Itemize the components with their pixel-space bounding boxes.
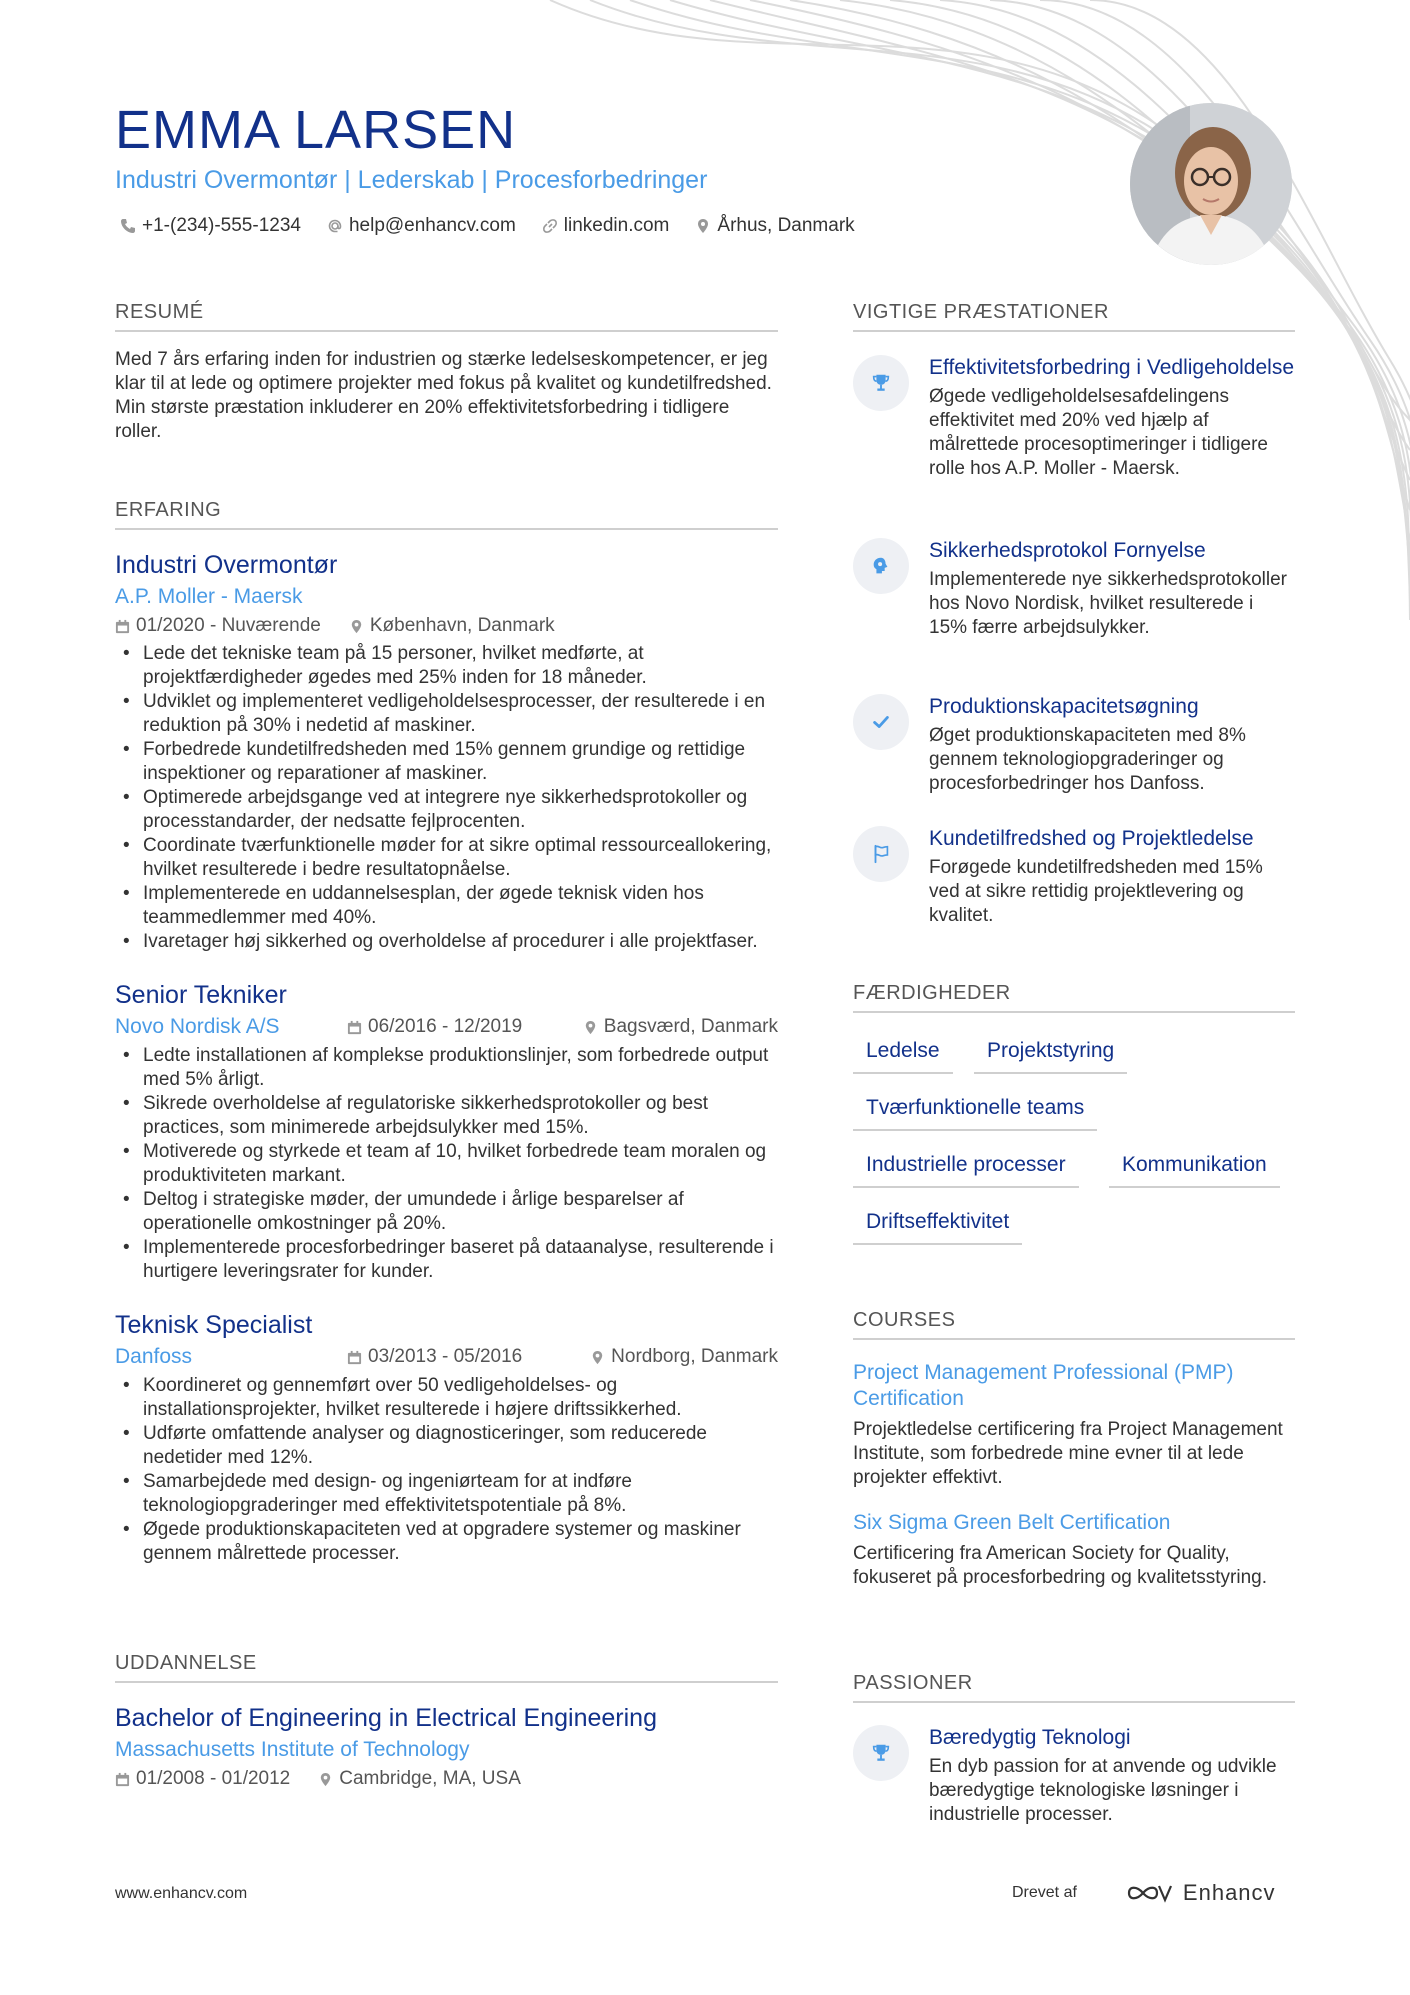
job-location: [583, 1015, 778, 1039]
list-item: • Samarbejdede med design- og ingeniørteam for at indføre teknologiopgraderinger med effektivitetspotentiale på 8%.: [115, 1470, 778, 1518]
skill-tag: Tværfunktionelle teams: [853, 1095, 1097, 1131]
achievement-desc: Forøgede kundetilfredsheden med 15% ved at sikre rettidig projektlevering og kvalitet.: [929, 857, 1263, 926]
job-location: [590, 1345, 778, 1369]
candidate-headline: Industri Overmontør | Lederskab | Procesforbedringer: [115, 166, 708, 194]
calendar-icon: [347, 1350, 362, 1365]
job-location-text: Bagsværd, Danmark: [603, 1016, 778, 1037]
phone-icon: [120, 218, 136, 234]
job-location-text: Nordborg, Danmark: [611, 1346, 778, 1367]
contact-email[interactable]: [327, 213, 516, 239]
achievements-section: [853, 300, 1295, 332]
achievement-item: [853, 826, 1295, 928]
experience-section: [115, 498, 778, 1566]
course-desc: Certificering fra American Society for Quality, fokuseret på procesforbedring og kvalitetsstyring.: [853, 1543, 1267, 1588]
job-entry: [115, 980, 778, 1284]
list-item: • Sikrede overholdelse af regulatoriske sikkerhedsprotokoller og best practices, som minimerede arbejdsulykker med 15%.: [115, 1092, 778, 1140]
list-item: • Ledte installationen af komplekse produktionslinjer, som forbedrede output med 5% årligt.: [115, 1044, 778, 1092]
achievement-title: Effektivitetsforbedring i Vedligeholdelse: [929, 356, 1295, 379]
contact-linkedin[interactable]: [542, 213, 670, 239]
list-item: • Udviklet og implementeret vedligeholdelsesprocesser, der resulterede i en reduktion på 30% i nedetid af maskiner.: [115, 690, 778, 738]
job-dates: [347, 1015, 567, 1039]
achievement-title: Sikkerhedsprotokol Fornyelse: [929, 539, 1206, 562]
list-item: • Motiverede og styrkede et team af 10, hvilket forbedrede team moralen og produktiviteten markant.: [115, 1140, 778, 1188]
job-company: A.P. Moller - Maersk: [115, 585, 303, 608]
job-bullets: [115, 1374, 778, 1566]
location-icon: [583, 1020, 598, 1035]
skill-tag: Driftseffektivitet: [853, 1209, 1022, 1245]
calendar-icon: [115, 619, 130, 634]
list-item: • Implementerede procesforbedringer baseret på dataanalyse, resulterende i hurtigere leveringsrater for kunder.: [115, 1236, 778, 1284]
passion-item: [853, 1725, 1295, 1827]
footer-branding: [1012, 1880, 1276, 1906]
education-section: [115, 1651, 778, 1791]
resume-section: [115, 300, 778, 444]
job-entry: [115, 1310, 778, 1566]
job-dates-text: 01/2020 - Nuværende: [136, 615, 321, 636]
education-dates-text: 01/2008 - 01/2012: [136, 1768, 291, 1789]
job-dates: [347, 1345, 567, 1369]
email-text: help@enhancv.com: [348, 215, 516, 236]
school-name: Massachusetts Institute of Technology: [115, 1738, 470, 1761]
achievement-title: Kundetilfredshed og Projektledelse: [929, 827, 1254, 850]
job-dates: [115, 614, 321, 638]
job-title: Teknisk Specialist: [115, 1311, 313, 1339]
check-icon: [870, 711, 892, 733]
contact-bar: [120, 213, 855, 239]
achievement-title: Produktionskapacitetsøgning: [929, 695, 1199, 718]
job-dates-text: 03/2013 - 05/2016: [368, 1346, 523, 1367]
portrait-image: [1130, 103, 1292, 265]
skills-section: [853, 981, 1295, 1013]
job-title: Senior Tekniker: [115, 981, 287, 1009]
location-icon: [695, 218, 711, 234]
job-company: Danfoss: [115, 1345, 193, 1368]
at-icon: [327, 218, 343, 234]
passion-desc: En dyb passion for at anvende og udvikle bæredygtige teknologiske løsninger i industrielle processer.: [929, 1756, 1277, 1825]
course-title: Six Sigma Green Belt Certification: [853, 1511, 1171, 1534]
list-item: • Lede det tekniske team på 15 personer, hvilket medførte, at projektfærdigheder øgedes med 25% inden for 18 måneder.: [115, 642, 778, 690]
enhancv-logo-icon: [1125, 1880, 1173, 1906]
education-location: [318, 1767, 521, 1791]
candidate-name: EMMA LARSEN: [115, 100, 517, 160]
section-title-courses: COURSES: [853, 1308, 1295, 1340]
degree-title: Bachelor of Engineering in Electrical Engineering: [115, 1704, 657, 1732]
calendar-icon: [115, 1772, 130, 1787]
job-title: Industri Overmontør: [115, 551, 338, 579]
location-text: Århus, Danmark: [717, 215, 855, 236]
trophy-icon: [870, 1742, 892, 1764]
location-icon: [318, 1772, 333, 1787]
job-company: Novo Nordisk A/S: [115, 1015, 280, 1038]
section-title-achievements: VIGTIGE PRÆSTATIONER: [853, 300, 1295, 332]
calendar-icon: [347, 1020, 362, 1035]
skill-tag: Kommunikation: [1109, 1152, 1280, 1188]
job-dates-text: 06/2016 - 12/2019: [368, 1016, 523, 1037]
list-item: • Udførte omfattende analyser og diagnosticeringer, som reducerede nedetider med 12%.: [115, 1422, 778, 1470]
section-title-passions: PASSIONER: [853, 1671, 1295, 1703]
job-location-text: København, Danmark: [369, 615, 555, 636]
contact-phone[interactable]: [120, 213, 301, 239]
footer-website[interactable]: www.enhancv.com: [115, 1885, 248, 1902]
list-item: • Optimerede arbejdsgange ved at integrere nye sikkerhedsprotokoller og processtandarder, der nedsatte fejlprocenten.: [115, 786, 778, 834]
linkedin-text: linkedin.com: [563, 215, 670, 236]
skill-tag: Ledelse: [853, 1038, 953, 1074]
education-location-text: Cambridge, MA, USA: [339, 1768, 521, 1789]
phone-text: +1-(234)-555-1234: [142, 215, 301, 236]
powered-by-label: Drevet af: [1012, 1884, 1077, 1901]
course-title: Project Management Professional (PMP) Certification: [853, 1361, 1234, 1410]
location-icon: [590, 1350, 605, 1365]
achievement-desc: Øget produktionskapaciteten med 8% gennem teknologiopgraderinger og procesforbedringer hos Danfoss.: [929, 725, 1246, 794]
enhancv-brand: Enhancv: [1182, 1880, 1276, 1905]
achievement-item: [853, 538, 1295, 640]
resume-summary: Med 7 års erfaring inden for industrien og stærke ledelseskompetencer, er jeg klar til at lede og optimere projekter med fokus på kvalitet og kundetilfredshed. Min største præstation inkluderer en 20% effektivitetsforbedring i tidligere roller.: [115, 349, 772, 442]
job-location: [349, 614, 555, 638]
achievement-item: [853, 694, 1295, 796]
contact-location: [695, 213, 854, 239]
passion-title: Bæredygtig Teknologi: [929, 1726, 1131, 1749]
list-item: • Øgede produktionskapaciteten ved at opgradere systemer og maskiner gennem målrettede processer.: [115, 1518, 778, 1566]
job-entry: [115, 550, 778, 954]
list-item: • Coordinate tværfunktionelle møder for at sikre optimal ressourceallokering, hvilket resulterede i bedre resultatopnåelse.: [115, 834, 778, 882]
skill-tag: Industrielle processer: [853, 1152, 1079, 1188]
flag-icon: [870, 843, 892, 865]
brain-icon: [870, 555, 892, 577]
location-icon: [349, 619, 364, 634]
link-icon: [542, 218, 558, 234]
achievement-desc: Implementerede nye sikkerhedsprotokoller hos Novo Nordisk, hvilket resulterede i 15% færre arbejdsulykker.: [929, 569, 1288, 638]
section-title-resume: RESUMÉ: [115, 300, 778, 332]
list-item: • Ivaretager høj sikkerhed og overholdelse af procedurer i alle projektfaser.: [115, 930, 778, 954]
passions-section: [853, 1671, 1295, 1703]
skill-tag: Projektstyring: [974, 1038, 1127, 1074]
list-item: • Koordineret og gennemført over 50 vedligeholdelses- og installationsprojekter, hvilket resulterede i højere driftssikkerhed.: [115, 1374, 778, 1422]
achievement-desc: Øgede vedligeholdelsesafdelingens effektivitet med 20% ved hjælp af målrettede procesoptimeringer i tidligere rolle hos A.P. Moller - Maersk.: [929, 386, 1268, 479]
job-bullets: [115, 1044, 778, 1284]
education-dates: [115, 1767, 290, 1791]
section-title-skills: FÆRDIGHEDER: [853, 981, 1295, 1013]
job-bullets: [115, 642, 778, 954]
list-item: • Deltog i strategiske møder, der umundede i årlige besparelser af operationelle omkostninger på 20%.: [115, 1188, 778, 1236]
achievement-item: [853, 355, 1295, 481]
section-title-experience: ERFARING: [115, 498, 778, 530]
course-desc: Projektledelse certificering fra Project Management Institute, som forbedrede mine evner til at lede projekter effektivt.: [853, 1419, 1283, 1488]
section-title-education: UDDANNELSE: [115, 1651, 778, 1683]
trophy-icon: [870, 372, 892, 394]
courses-section: [853, 1308, 1295, 1590]
list-item: • Implementerede en uddannelsesplan, der øgede teknisk viden hos teammedlemmer med 40%.: [115, 882, 778, 930]
profile-photo: [1130, 103, 1292, 265]
list-item: • Forbedrede kundetilfredsheden med 15% gennem grundige og rettidige inspektioner og reparationer af maskiner.: [115, 738, 778, 786]
